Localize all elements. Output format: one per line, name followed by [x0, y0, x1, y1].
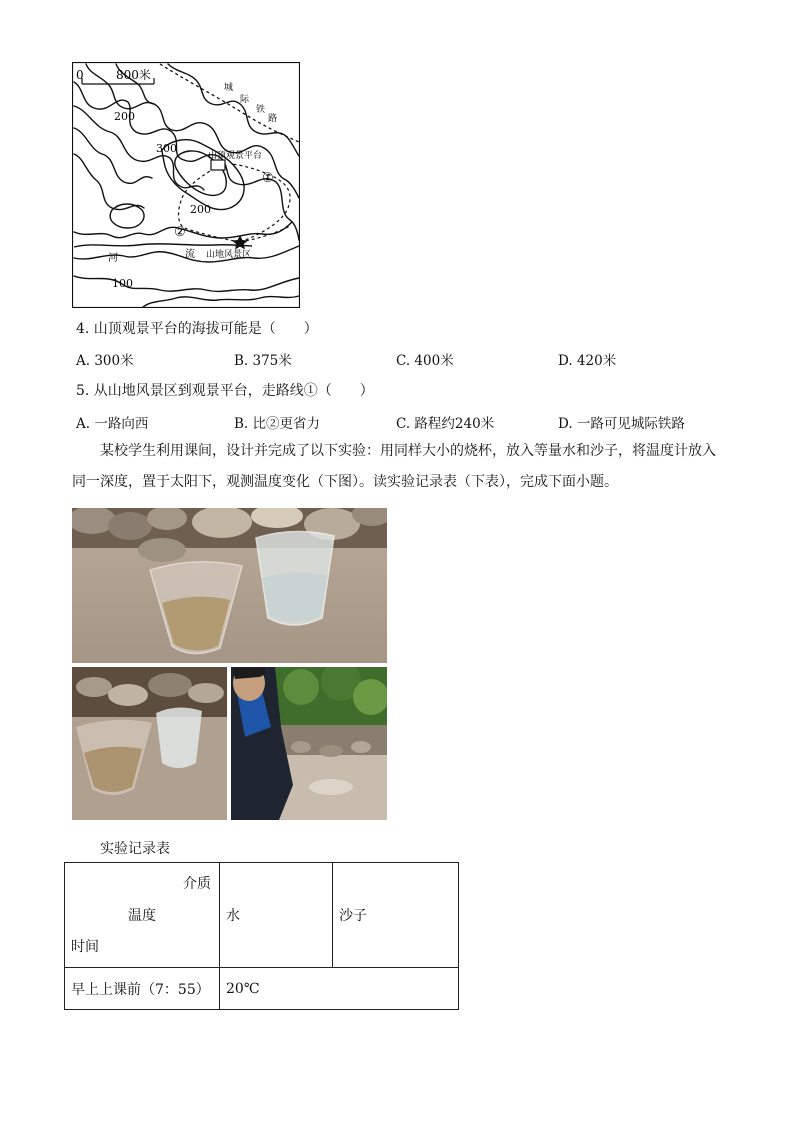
railway-label-char: 际 [240, 95, 250, 105]
contour-label: 300 [156, 142, 177, 155]
question-4-option-d[interactable]: D. 420米 [558, 353, 617, 369]
scale-value-text: 800米 [116, 68, 151, 82]
question-5-option-a[interactable]: A. 一路向西 [76, 416, 149, 432]
question-4-stem: 4. 山顶观景平台的海拔可能是（ ） [76, 321, 318, 337]
table-row [65, 968, 459, 1010]
question-4-option-b[interactable]: B. 375米 [234, 353, 292, 369]
route-2-label: ② [174, 225, 186, 240]
experiment-photo-bottom-right [231, 667, 387, 820]
header-sand-cell: 沙子 [333, 863, 459, 968]
contour-label: 100 [112, 277, 133, 290]
diagonal-header-cell [65, 863, 220, 968]
intro-line-2: 同一深度，置于太阳下，观测温度变化（下图）。读实验记录表（下表），完成下面小题。 [72, 474, 618, 490]
railway-label-char: 路 [268, 114, 278, 124]
header-medium-label: 介质 [183, 876, 211, 892]
contour-label: 200 [190, 203, 211, 216]
railway-label-char: 铁 [256, 105, 266, 115]
header-time-label: 时间 [71, 939, 99, 955]
route-1-label: ① [262, 171, 274, 186]
row-water-cell: 20℃ [220, 968, 459, 1010]
contour-map [72, 62, 300, 308]
river-label-char: 流 [185, 249, 195, 260]
question-5-option-d[interactable]: D. 一路可见城际铁路 [558, 416, 685, 432]
table-caption: 实验记录表 [100, 841, 170, 857]
river-label-char: 河 [108, 253, 118, 264]
scenic-area-label: 山地风景区 [206, 250, 252, 260]
header-temperature-label: 温度 [128, 908, 156, 924]
platform-marker [211, 160, 225, 170]
question-4-option-c[interactable]: C. 400米 [396, 353, 454, 369]
question-4-option-a[interactable]: A. 300米 [76, 353, 134, 369]
contour-map-svg [72, 62, 300, 308]
table-header-row [65, 863, 459, 968]
question-5-option-b[interactable]: B. 比②更省力 [234, 416, 321, 432]
platform-label: 山顶观景平台 [208, 151, 263, 161]
question-5-option-c[interactable]: C. 路程约240米 [396, 416, 495, 432]
experiment-photo-top [72, 508, 387, 663]
contour-label: 200 [114, 110, 135, 123]
header-water-cell: 水 [220, 863, 333, 968]
scale-zero-text: 0 [76, 68, 84, 82]
experiment-record-table [64, 862, 459, 1010]
experiment-photo-bottom-left [72, 667, 227, 820]
question-5-stem: 5. 从山地风景区到观景平台，走路线①（ ） [76, 383, 374, 399]
intro-line-1: 某校学生利用课间，设计并完成了以下实验：用同样大小的烧杯，放入等量水和沙子，将温度计放入 [100, 443, 716, 459]
row-time-cell: 早上上课前（7：55） [65, 968, 220, 1010]
railway-label-char: 城 [224, 83, 234, 93]
